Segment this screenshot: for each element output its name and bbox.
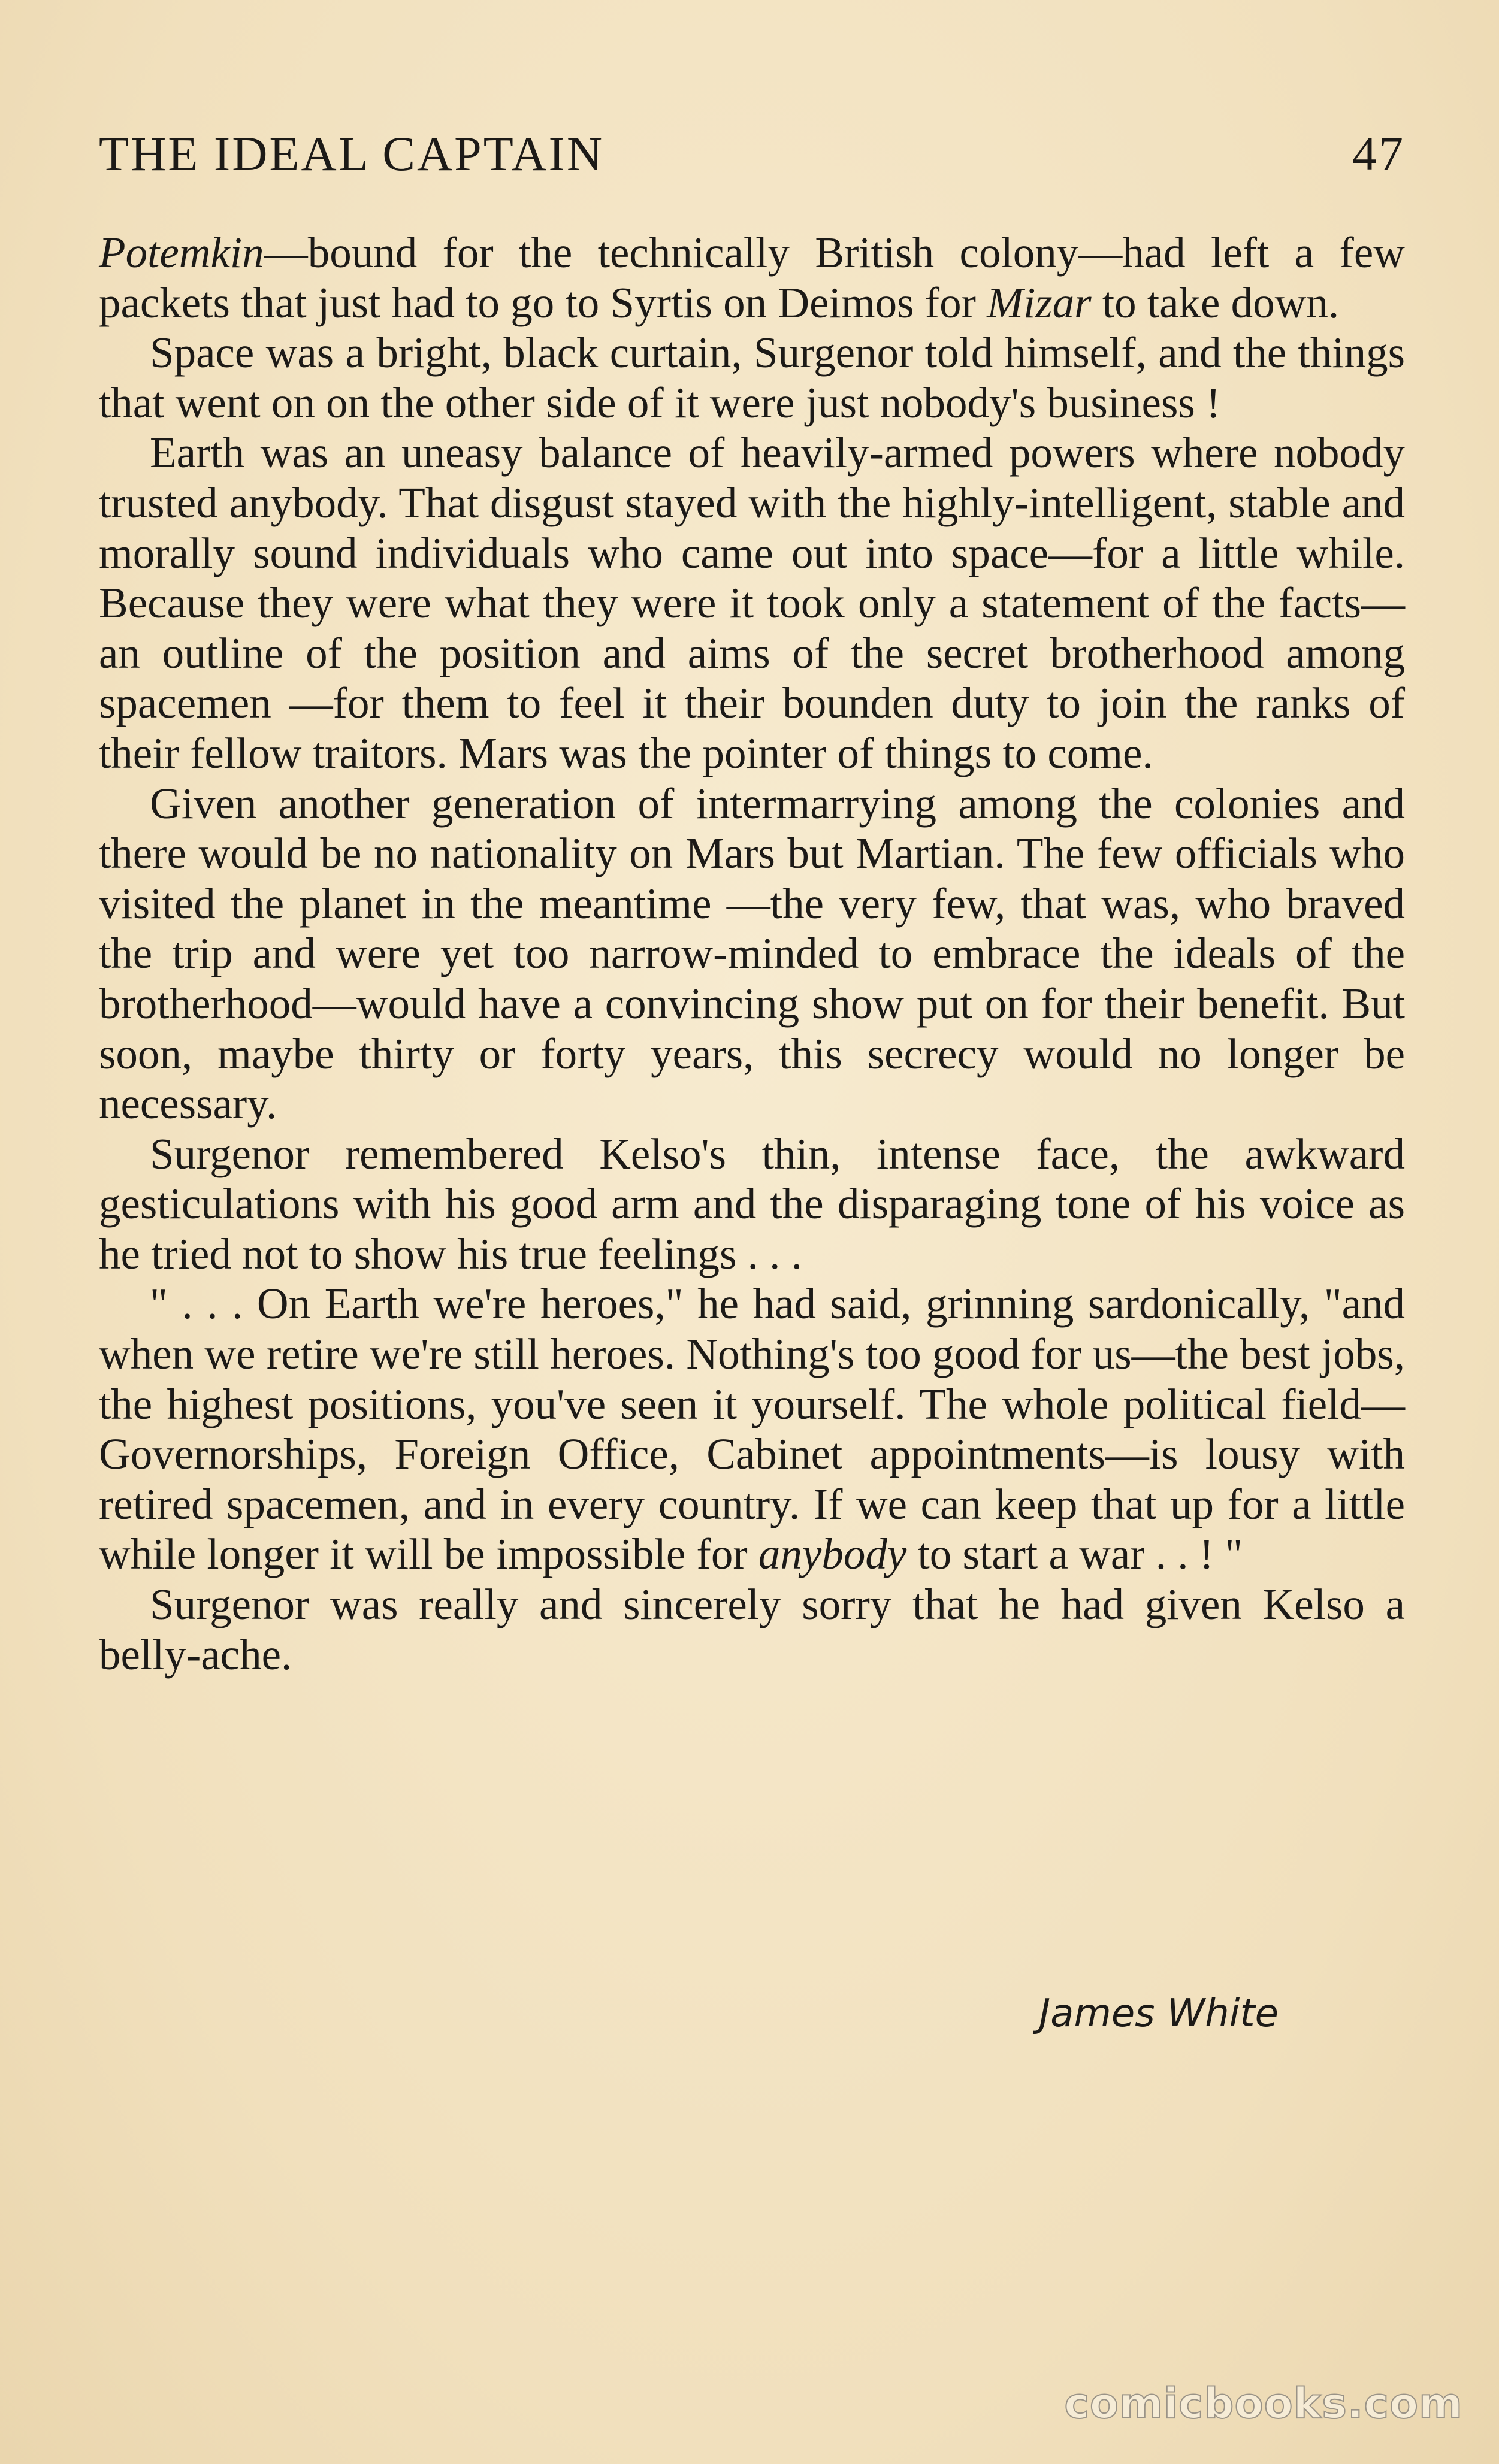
running-title: THE IDEAL CAPTAIN	[99, 126, 605, 181]
author-byline: James White	[1039, 1991, 1279, 2036]
paragraph-4: Given another generation of intermarrying among the colonies and there would be no nationality on Mars but Martian. The few officials who visited the planet in the meantime —the very few, that was, who braved the trip and were yet too narrow-minded to embrace the ideals of the brotherhood—would have a convincing show put on for their benefit. But soon, maybe thirty or forty years, this secrecy would no longer be necessary.	[99, 779, 1405, 1128]
ship-name-potemkin: Potemkin	[99, 228, 264, 277]
page-number: 47	[1352, 126, 1405, 181]
paragraph-6: " . . . On Earth we're heroes," he had said, grinning sardonically, "and when we retire we're still heroes. Nothing's too good for us—the best jobs, the highest positions, you've seen it yourself. The whole political field—Governorships, Foreign Office, Cabinet appointments—is lousy with retired spacemen, and in every country. If we can keep that up for a little while longer it will be impossible for anybody to start a war . . ! "	[99, 1279, 1405, 1579]
paragraph-7: Surgenor was really and sincerely sorry that he had given Kelso a belly-ache.	[99, 1580, 1405, 1679]
paragraph-5: Surgenor remembered Kelso's thin, intense face, the awkward gesticulations with his good arm and the disparaging tone of his voice as he tried not to show his true feelings . . .	[99, 1129, 1405, 1278]
paragraph-3: Earth was an uneasy balance of heavily-armed powers where nobody trusted anybody. That disgust stayed with the highly-intelligent, stable and morally sound individuals who came out into space—for a little while. Because they were what they were it took only a statement of the facts—an outline of the position and aims of the secret brotherhood among spacemen —for them to feel it their bounden duty to join the ranks of their fellow traitors. Mars was the pointer of things to come.	[99, 428, 1405, 777]
ship-name-mizar: Mizar	[987, 278, 1092, 327]
story-text	[99, 228, 1405, 1679]
paragraph-2: Space was a bright, black curtain, Surgenor told himself, and the things that went on on the other side of it were just nobody's business !	[99, 328, 1405, 427]
watermark: comicbooks.com	[1064, 2379, 1463, 2428]
paragraph-1: Potemkin—bound for the technically British colony—had left a few packets that just had to go to Syrtis on Deimos for Mizar to take down.	[99, 228, 1405, 327]
running-header	[99, 126, 1405, 192]
emphasis-anybody: anybody	[758, 1530, 907, 1579]
